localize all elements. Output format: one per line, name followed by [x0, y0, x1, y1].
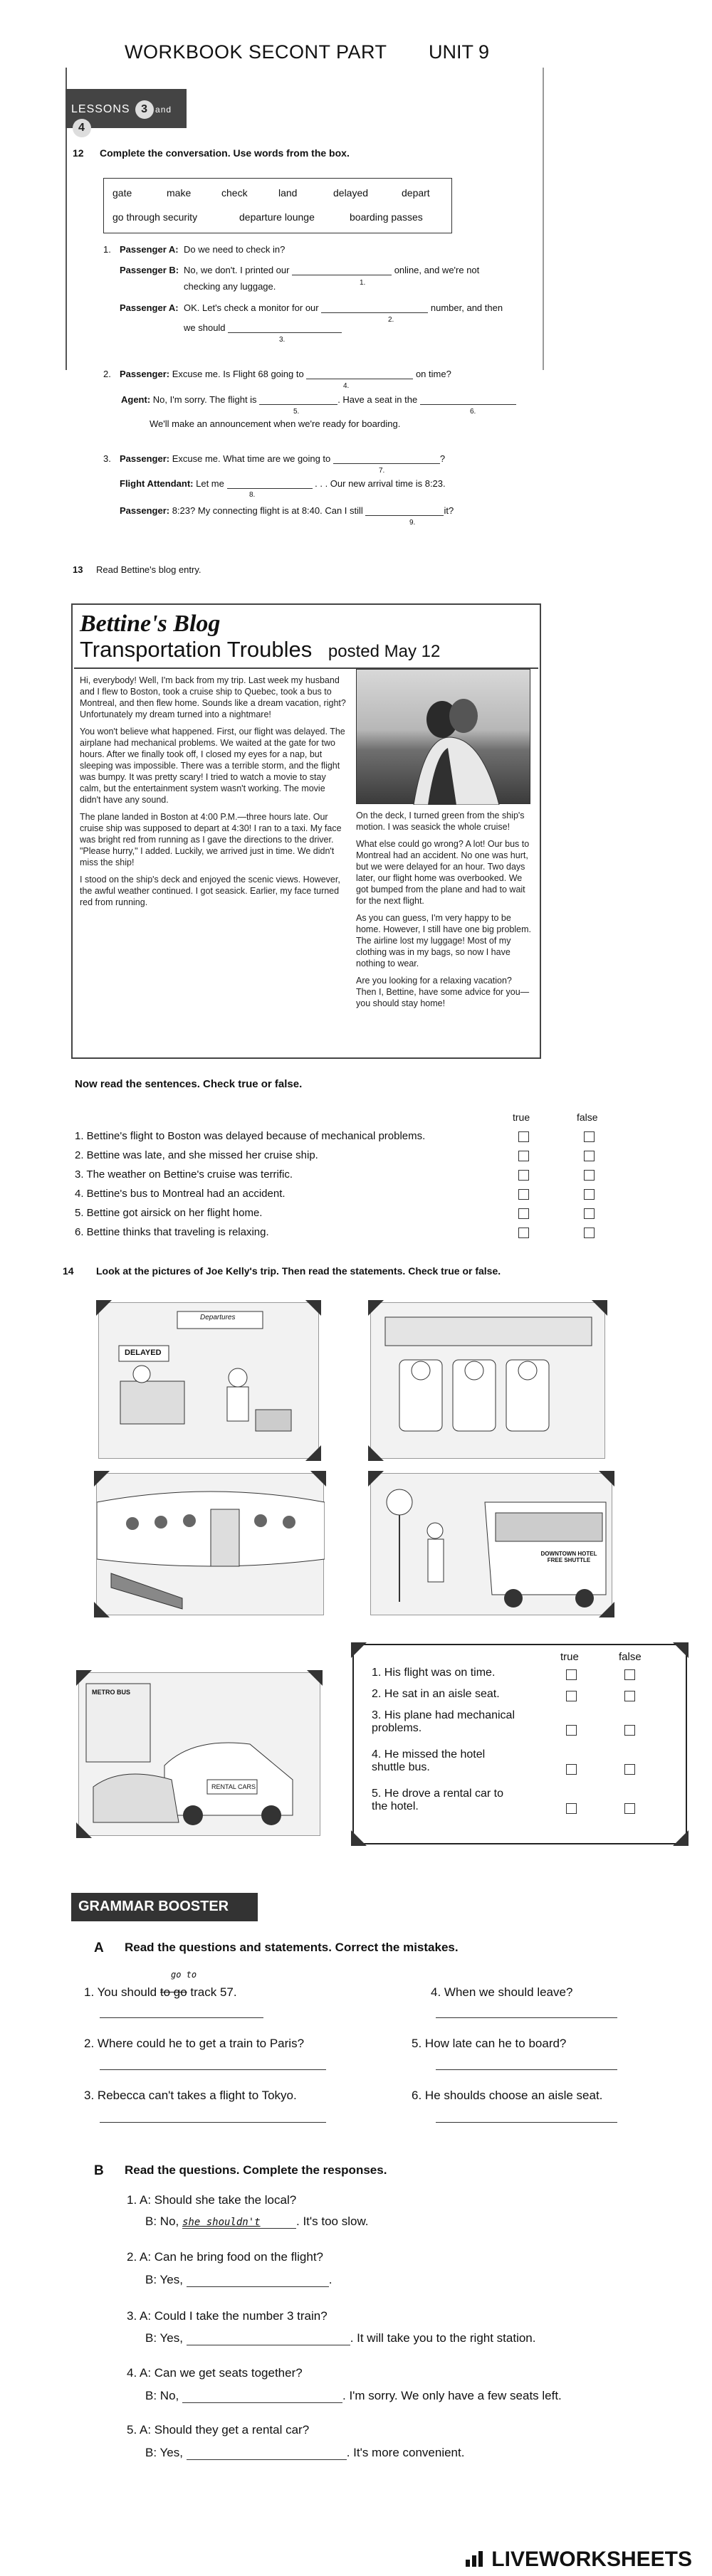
picture-airplane-seats — [370, 1302, 605, 1459]
b-response: B: No, she shouldn't . It's too slow. — [145, 2215, 369, 2228]
word: delayed — [333, 187, 369, 199]
bus-sign: DOWNTOWN HOTEL FREE SHUTTLE — [540, 1551, 597, 1563]
picture-airport-gate — [98, 1302, 319, 1459]
b-question: 1. A: Should she take the local? — [127, 2193, 297, 2207]
false-checkbox[interactable] — [584, 1189, 595, 1200]
blank-number: 4. — [343, 382, 350, 390]
false-checkbox[interactable] — [624, 1691, 635, 1701]
blog-paragraph: On the deck, I turned green from the ship's motion. I was seasick the whole cruise! — [356, 811, 525, 832]
blank-number: 1. — [360, 279, 366, 287]
correction-item: 5. How late can he to board? — [412, 2037, 567, 2050]
picture-plane-exterior — [96, 1473, 324, 1615]
b-question: 4. A: Can we get seats together? — [127, 2366, 303, 2380]
picture-car-accident — [78, 1672, 320, 1836]
dialogue-2-number: 2. — [103, 369, 111, 379]
false-header: false — [577, 1112, 598, 1123]
blog-paragraph: As you can guess, I'm very happy to be home. However, I still have one big problem. The airline lost my luggage! Most of my clothing was in my bags, so now I have nothing to wear. — [356, 913, 531, 968]
dialogue-line: Agent: No, I'm sorry. The flight is . Have a seat in the — [121, 394, 516, 405]
departures-sign: Departures — [200, 1314, 236, 1321]
blank-2[interactable] — [321, 312, 428, 313]
correction-item: 4. When we should leave? — [431, 1985, 573, 1999]
picture-shuttle-bus — [370, 1473, 612, 1615]
answer-line[interactable] — [436, 2122, 617, 2123]
tf-statement: 6. Bettine thinks that traveling is relaxing. — [75, 1226, 269, 1238]
section-a-letter: A — [94, 1941, 104, 1955]
exercise-14-number: 14 — [63, 1265, 74, 1277]
blank-number: 8. — [249, 491, 256, 499]
ex14-statement: 5. He drove a rental car to the hotel. — [372, 1788, 503, 1812]
liveworksheets-logo: LIVEWORKSHEETS — [464, 2548, 692, 2572]
word: depart — [402, 187, 430, 199]
lessons-banner: LESSONS 3 and4 — [66, 89, 187, 128]
response-blank[interactable] — [182, 2390, 342, 2403]
metro-bus-sign: METRO BUS — [92, 1689, 130, 1696]
response-blank[interactable] — [187, 2333, 350, 2345]
unit-label: UNIT 9 — [429, 41, 490, 63]
blank-number: 2. — [388, 316, 394, 324]
logo-icon — [464, 2550, 486, 2568]
dialogue-line: Passenger: Excuse me. Is Flight 68 going to on time? — [120, 369, 451, 379]
dialogue-line: OK. Let's check a monitor for our number, and then — [184, 302, 503, 313]
false-checkbox[interactable] — [584, 1151, 595, 1161]
true-header: true — [560, 1651, 579, 1663]
word: land — [278, 187, 298, 199]
response-blank[interactable] — [187, 2447, 347, 2460]
true-header: true — [513, 1112, 530, 1123]
blank-number: 3. — [279, 336, 286, 344]
blog-subtitle: Transportation Troubles posted May 12 — [80, 637, 441, 662]
true-checkbox[interactable] — [518, 1151, 529, 1161]
true-checkbox[interactable] — [518, 1170, 529, 1181]
speaker: Passenger A: — [120, 244, 179, 255]
dialogue-3-number: 3. — [103, 453, 111, 464]
dialogue-line: Passenger: Excuse me. What time are we going to ? — [120, 453, 446, 464]
rental-sign: RENTAL CARS — [211, 1783, 256, 1790]
b-question: 5. A: Should they get a rental car? — [127, 2423, 310, 2437]
blank-6[interactable] — [420, 404, 516, 405]
grammar-booster-banner: GRAMMAR BOOSTER — [71, 1893, 258, 1921]
exercise-12-number: 12 — [73, 147, 84, 159]
false-checkbox[interactable] — [624, 1803, 635, 1814]
answer-line[interactable] — [100, 2017, 263, 2018]
blank-number: 6. — [470, 408, 476, 416]
answer-line[interactable] — [436, 2069, 617, 2070]
ex14-statement: 4. He missed the hotel shuttle bus. — [372, 1748, 486, 1773]
dialogue-line: We'll make an announcement when we're ready for boarding. — [150, 418, 401, 429]
blog-paragraph: Hi, everybody! Well, I'm back from my trip. Last week my husband and I flew to Boston, took a cruise ship to Quebec, took a bus to Montreal, and then flew home. Sounds like a dream vacation, right? Unfortunately my dream turned into a nightmare! — [80, 675, 346, 719]
exercise-13-number: 13 — [73, 564, 83, 575]
speaker: Passenger A: — [120, 302, 179, 313]
exercise-13-instruction: Read Bettine's blog entry. — [96, 564, 201, 575]
blank-number: 5. — [293, 408, 300, 416]
dialogue-1-number: 1. — [103, 244, 111, 255]
tf-statement: 2. Bettine was late, and she missed her cruise ship. — [75, 1149, 318, 1161]
b-question: 2. A: Can he bring food on the flight? — [127, 2250, 324, 2264]
answer-line[interactable] — [100, 2069, 326, 2070]
dialogue-line: No, we don't. I printed our online, and we're not — [184, 265, 480, 275]
word: boarding passes — [350, 211, 423, 223]
tf-statement: 3. The weather on Bettine's cruise was terrific. — [75, 1168, 293, 1181]
true-checkbox[interactable] — [566, 1669, 577, 1680]
true-checkbox[interactable] — [566, 1764, 577, 1775]
blank-5[interactable] — [259, 404, 337, 405]
blog-paragraph: Are you looking for a relaxing vacation? Then I, Bettine, have some advice for you—you should stay home! — [356, 976, 530, 1008]
blog-left-column — [80, 675, 347, 914]
ex14-statement: 1. His flight was on time. — [372, 1667, 496, 1679]
blog-paragraph: What else could go wrong? A lot! Our bus to Montreal had an accident. No one was hurt, but we were delayed for an hour. Two days later, our flight home was overbooked. We got bumped from the plane and had to wait for the next flight. — [356, 839, 530, 906]
page-title: WORKBOOK SECONT PART — [125, 41, 387, 63]
true-checkbox[interactable] — [566, 1803, 577, 1814]
true-checkbox[interactable] — [566, 1725, 577, 1736]
dialogue-line: Passenger: 8:23? My connecting flight is at 8:40. Can I still it? — [120, 505, 454, 516]
exercise-14-instruction: Look at the pictures of Joe Kelly's trip. Then read the statements. Check true or false. — [96, 1265, 501, 1277]
correction-item: 3. Rebecca can't takes a flight to Tokyo. — [84, 2089, 297, 2102]
false-header: false — [619, 1651, 642, 1663]
dialogue-line: Do we need to check in? — [184, 244, 286, 255]
blog-title: Bettine's Blog — [80, 611, 221, 637]
word: make — [167, 187, 192, 199]
blank-number: 7. — [379, 467, 385, 475]
answer-line[interactable] — [436, 2017, 617, 2018]
word: go through security — [112, 211, 198, 223]
b-response: B: Yes, . It's more convenient. — [145, 2446, 465, 2459]
blank-number: 9. — [409, 519, 416, 527]
false-checkbox[interactable] — [584, 1170, 595, 1181]
handwritten-correction: go to — [171, 1970, 197, 1980]
b-question: 3. A: Could I take the number 3 train? — [127, 2309, 328, 2323]
false-checkbox[interactable] — [624, 1725, 635, 1736]
tf-statement: 5. Bettine got airsick on her flight home. — [75, 1207, 263, 1219]
blank-3[interactable] — [228, 332, 342, 333]
word: departure lounge — [239, 211, 315, 223]
section-a-instruction: Read the questions and statements. Correct the mistakes. — [125, 1941, 459, 1954]
b-response: B: Yes, . It will take you to the right station. — [145, 2331, 536, 2345]
delayed-sign: DELAYED — [125, 1348, 162, 1357]
blog-paragraph: I stood on the ship's deck and enjoyed the scenic views. However, the awful weather continued. I got seasick. Earlier, my face turned red from running. — [80, 875, 340, 907]
false-checkbox[interactable] — [584, 1228, 595, 1238]
section-b-instruction: Read the questions. Complete the responses. — [125, 2163, 387, 2177]
dialogue-line: we should — [184, 322, 342, 333]
b-response: B: No, . I'm sorry. We only have a few seats left. — [145, 2389, 562, 2402]
speaker: Passenger B: — [120, 265, 179, 275]
ex14-statement: 2. He sat in an aisle seat. — [372, 1688, 500, 1700]
blog-paragraph: You won't believe what happened. First, our flight was delayed. The airplane had mechanical problems. We waited at the gate for two hours. After we finally took off, I closed my eyes for a nap, but sleeping was impossible. There was a terrible storm, and the flight was bumpy. It was pretty scary! I tried to watch a movie to stay calm, but the entertainment system wasn't working. The movie didn't have any sound. — [80, 727, 345, 805]
blog-right-column — [356, 810, 534, 1015]
answer-line[interactable] — [100, 2122, 326, 2123]
true-checkbox[interactable] — [518, 1131, 529, 1142]
blank-8[interactable] — [227, 488, 313, 489]
false-checkbox[interactable] — [584, 1131, 595, 1142]
tf-instruction: Now read the sentences. Check true or false. — [75, 1078, 303, 1090]
tf-statement: 1. Bettine's flight to Boston was delayed because of mechanical problems. — [75, 1130, 426, 1142]
section-b-letter: B — [94, 2163, 104, 2178]
true-checkbox[interactable] — [518, 1189, 529, 1200]
dialogue-line: checking any luggage. — [184, 281, 276, 292]
blank-7[interactable] — [333, 463, 440, 464]
word: check — [221, 187, 248, 199]
response-blank[interactable] — [187, 2274, 329, 2287]
word-box — [103, 178, 452, 233]
blank-9[interactable] — [365, 515, 444, 516]
exercise-12-instruction: Complete the conversation. Use words from the box. — [100, 147, 350, 159]
word: gate — [112, 187, 132, 199]
false-checkbox[interactable] — [624, 1669, 635, 1680]
true-checkbox[interactable] — [518, 1228, 529, 1238]
ex14-statements-box — [352, 1644, 687, 1844]
false-checkbox[interactable] — [624, 1764, 635, 1775]
false-checkbox[interactable] — [584, 1208, 595, 1219]
true-checkbox[interactable] — [566, 1691, 577, 1701]
blog-paragraph: The plane landed in Boston at 4:00 P.M.—three hours late. Our cruise ship was supposed to depart at 4:30! I ran to a taxi. My face was bright red from running as I gave the directions to the driver. "Please hurry," I added. Luckily, we arrived just in time. We didn't miss the ship! — [80, 812, 342, 867]
true-checkbox[interactable] — [518, 1208, 529, 1219]
b-response: B: Yes, . — [145, 2273, 333, 2286]
ex14-statement: 3. His plane had mechanical problems. — [372, 1709, 515, 1734]
correction-item: 2. Where could he to get a train to Paris? — [84, 2037, 305, 2050]
tf-statement: 4. Bettine's bus to Montreal had an accident. — [75, 1188, 286, 1200]
correction-item: 6. He shoulds choose an aisle seat. — [412, 2089, 603, 2102]
dialogue-line: Flight Attendant: Let me . . . Our new arrival time is 8:23. — [120, 478, 446, 489]
correction-item: 1. You should to go track 57. — [84, 1985, 237, 1999]
blog-photo-couple — [356, 669, 530, 804]
